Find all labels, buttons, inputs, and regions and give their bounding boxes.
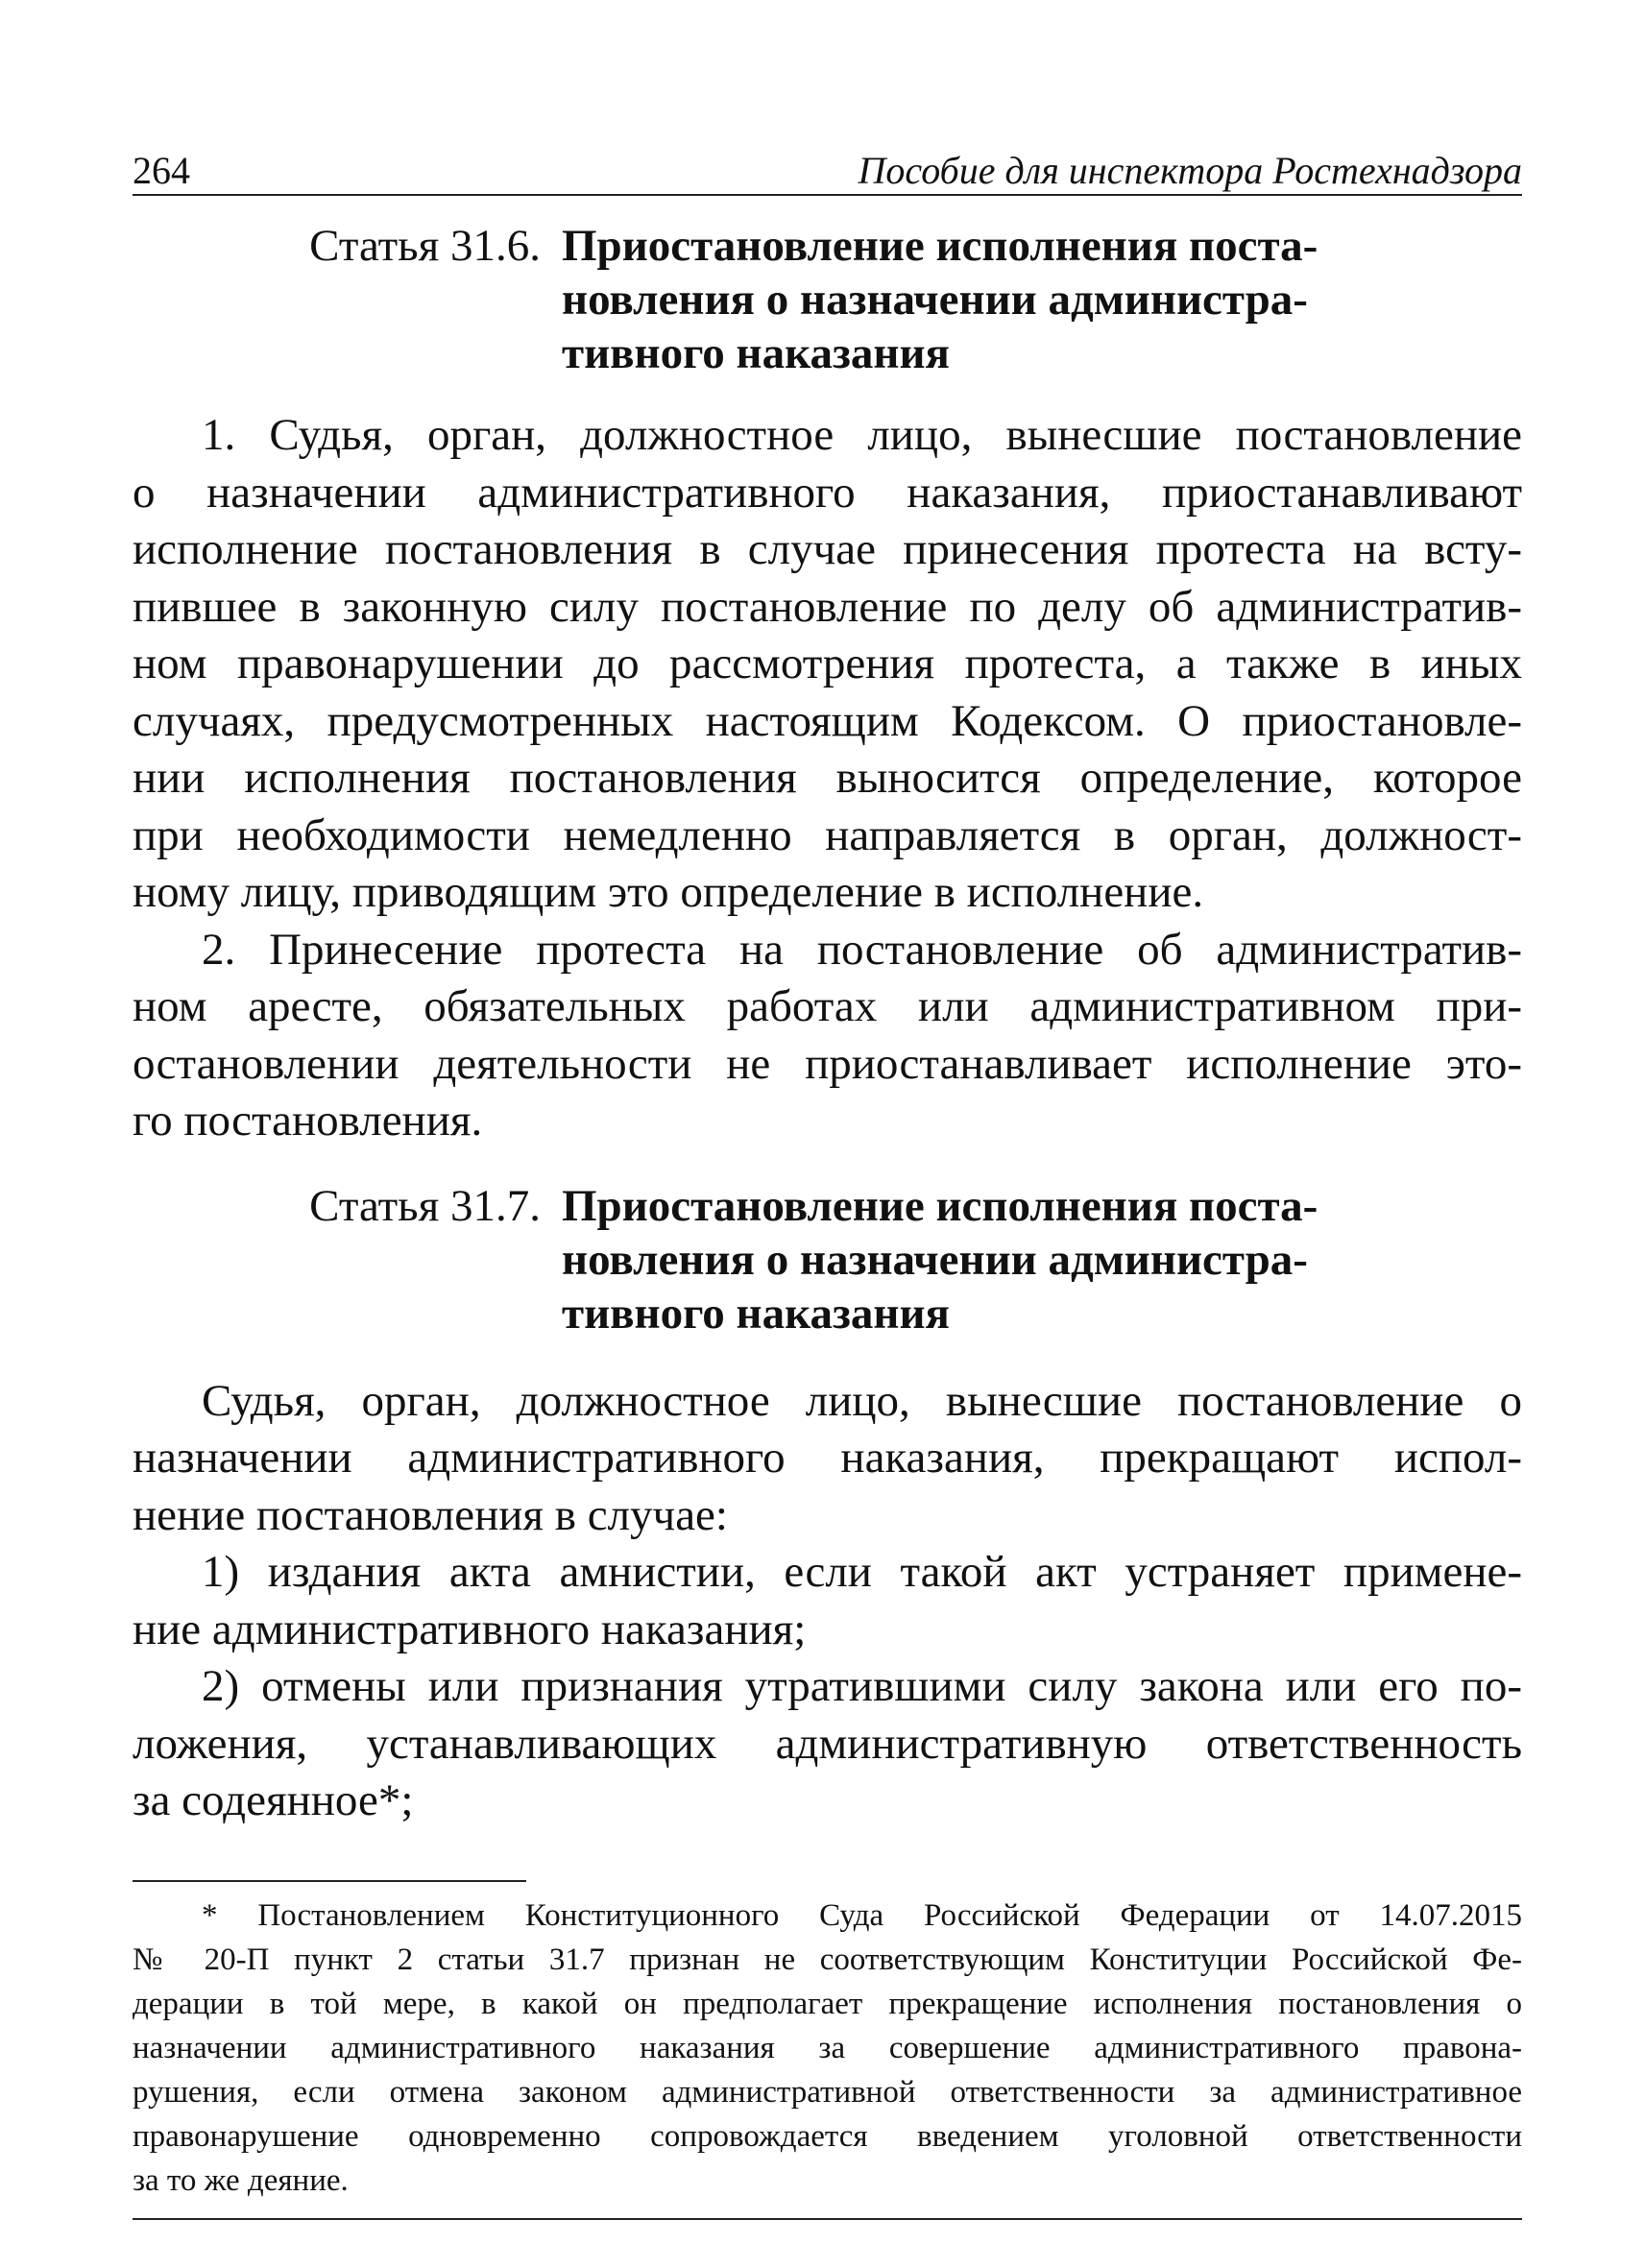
text-line: ложения, устанавливающих административную ответственность bbox=[133, 1718, 1522, 1769]
article-31-7-item-1 bbox=[133, 1544, 1522, 1658]
text-line: случаях, предусмотренных настоящим Кодексом. О приостановле- bbox=[133, 695, 1522, 746]
article-title-line: Приостановление исполнения поста- bbox=[562, 1180, 1318, 1231]
text-line: остановлении деятельности не приостанавливает исполнение это- bbox=[133, 1038, 1522, 1089]
article-31-6-heading bbox=[133, 219, 1522, 380]
text-line: го постановления. bbox=[133, 1096, 483, 1146]
footnote-line: № 20-П пункт 2 статьи 31.7 признан не соответствующим Конституции Российской Фе- bbox=[133, 1942, 1522, 1977]
footnote-line: рушения, если отмена законом административной ответственности за административное bbox=[133, 2074, 1522, 2110]
text-line: Судья, орган, должностное лицо, вынесшие постановление о bbox=[202, 1375, 1522, 1426]
text-line: 1. Судья, орган, должностное лицо, вынесшие постановление bbox=[202, 410, 1522, 460]
text-line: 2. Принесение протеста на постановление об административ- bbox=[202, 924, 1522, 975]
article-number: Статья 31.6. bbox=[309, 221, 541, 271]
footnote-line: правонарушение одновременно сопровождается введением уголовной ответственности bbox=[133, 2118, 1522, 2154]
text-line: нии исполнения постановления выносится определение, которое bbox=[133, 753, 1522, 803]
footnote-line: за то же деяние. bbox=[133, 2162, 349, 2198]
article-title-line: тивного наказания bbox=[562, 328, 950, 378]
text-line: ном правонарушении до рассмотрения протеста, а также в иных bbox=[133, 639, 1522, 688]
page-header bbox=[133, 144, 1522, 196]
article-title-line: новления о назначении администра- bbox=[562, 275, 1308, 325]
text-line: ному лицу, приводящим это определение в исполнение. bbox=[133, 867, 1204, 917]
footnote bbox=[133, 1894, 1522, 2203]
article-number: Статья 31.7. bbox=[309, 1180, 541, 1231]
article-31-7-intro bbox=[133, 1373, 1522, 1545]
text-line: ном аресте, обязательных работах или административном при- bbox=[133, 981, 1522, 1031]
text-line: нение постановления в случае: bbox=[133, 1489, 728, 1540]
running-title: Пособие для инспектора Ростехнадзора bbox=[858, 149, 1522, 192]
text-line: 2) отмены или признания утратившими силу закона или его по- bbox=[202, 1661, 1522, 1711]
footnote-line: дерации в той мере, в какой он предполагает прекращение исполнения постановления о bbox=[133, 1986, 1522, 2021]
article-title-line: Приостановление исполнения поста- bbox=[562, 221, 1318, 271]
footnote-line: * Постановлением Конституционного Суда Российской Федерации от 14.07.2015 bbox=[202, 1897, 1522, 1933]
text-line: при необходимости немедленно направляется в орган, должност- bbox=[133, 809, 1522, 860]
article-31-7-item-2 bbox=[133, 1658, 1522, 1830]
document-page bbox=[133, 144, 1522, 2220]
text-line: 1) издания акта амнистии, если такой акт устраняет примене- bbox=[202, 1547, 1522, 1597]
text-line: за содеянное*; bbox=[133, 1775, 414, 1825]
article-title bbox=[562, 219, 1349, 380]
text-line: назначении административного наказания, прекращают испол- bbox=[133, 1433, 1522, 1483]
footnote-separator bbox=[133, 1880, 526, 1882]
article-title-line: тивного наказания bbox=[562, 1288, 950, 1339]
page-number: 264 bbox=[133, 149, 190, 192]
article-title-line: новления о назначении администра- bbox=[562, 1234, 1308, 1285]
text-line: ние административного наказания; bbox=[133, 1604, 807, 1654]
bottom-rule bbox=[133, 2218, 1522, 2220]
article-title bbox=[562, 1179, 1349, 1340]
footnote-line: назначении административного наказания за совершение административного правона- bbox=[133, 2030, 1522, 2065]
article-31-6-paragraph-1 bbox=[133, 407, 1522, 922]
text-line: о назначении административного наказания, приостанавливают bbox=[133, 467, 1522, 518]
text-line: исполнение постановления в случае принесения протеста на всту- bbox=[133, 524, 1522, 574]
text-line: пившее в законную силу постановление по делу об административ- bbox=[133, 581, 1522, 632]
article-31-6-paragraph-2 bbox=[133, 922, 1522, 1150]
article-31-7-heading bbox=[133, 1179, 1522, 1340]
